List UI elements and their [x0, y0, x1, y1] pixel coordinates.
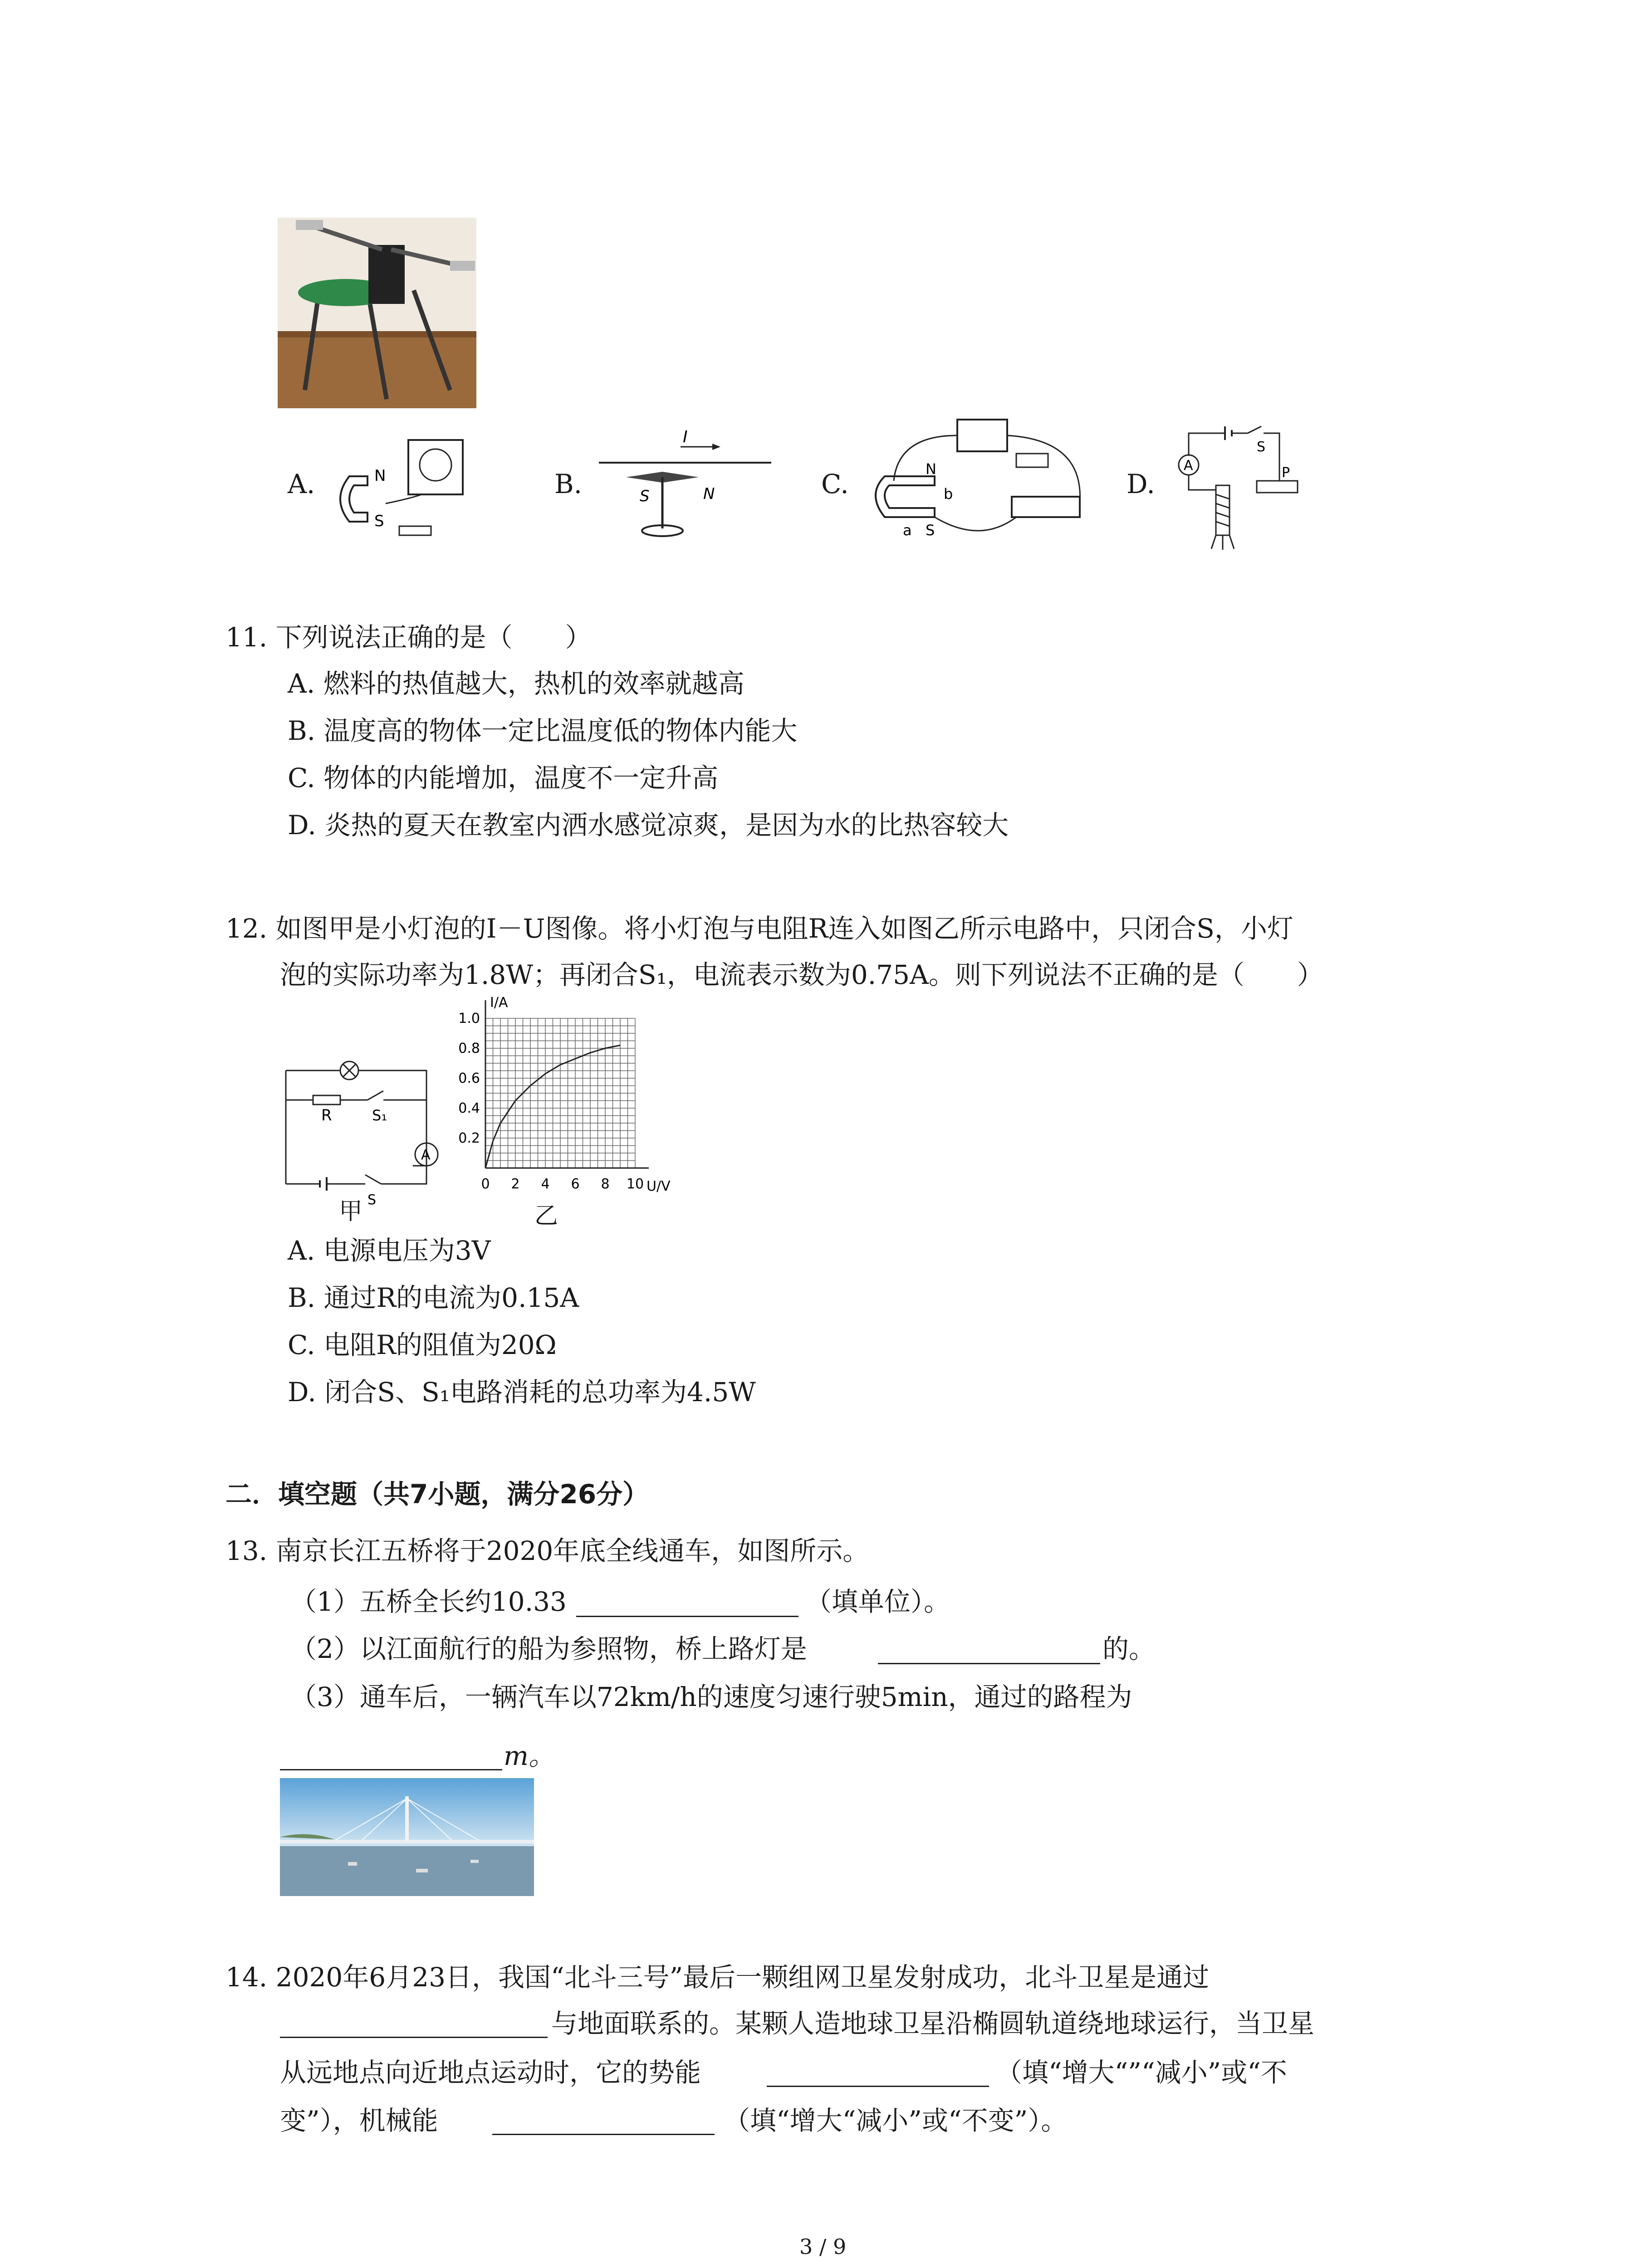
chart-x-tick-label: 6 — [571, 1176, 580, 1192]
q11-option-b: B. 温度高的物体一定比温度低的物体内能大 — [288, 715, 798, 746]
q14-blank-3[interactable] — [492, 2134, 715, 2135]
q14-line3-suffix: （填“增大“”“减小”或“不 — [996, 2057, 1287, 2088]
q10-d-ammeter-label: A — [1184, 458, 1193, 474]
q14-blank-1[interactable] — [280, 2037, 548, 2038]
q10-c-label-b: b — [944, 485, 953, 503]
exercise-machine-photo — [278, 218, 476, 408]
q11-stem: 11. 下列说法正确的是（ ） — [225, 622, 592, 653]
q10-a-pole-n: N — [374, 467, 386, 485]
q13-part2-suffix: 的。 — [1102, 1633, 1156, 1664]
q13-part2-prefix: （2）以江面航行的船为参照物，桥上路灯是 — [290, 1633, 807, 1664]
q14-line1: 14. 2020年6月23日，我国“北斗三号”最后一颗组网卫星发射成功，北斗卫星是通过 — [225, 1962, 1210, 1993]
q10-option-a-figure — [331, 431, 467, 544]
q13-part3-blank[interactable] — [280, 1769, 502, 1770]
q14-line4-prefix: 变”），机械能 — [280, 2105, 438, 2136]
q10-option-c-label: C. — [821, 469, 849, 499]
chart-x-axis-label: U/V — [647, 1178, 671, 1194]
q10-d-slider-label: P — [1282, 465, 1290, 481]
q10-d-switch-label: S — [1257, 439, 1266, 455]
q12-option-c: C. 电阻R的阻值为20Ω — [288, 1330, 557, 1360]
q12-ammeter-label: A — [421, 1147, 431, 1163]
q10-c-label-n: N — [926, 460, 936, 478]
q11-option-c: C. 物体的内能增加，温度不一定升高 — [288, 763, 719, 793]
q12-option-d: D. 闭合S、S₁电路消耗的总功率为4.5W — [288, 1377, 756, 1408]
q13-part3: （3）通车后，一辆汽车以72km/h的速度匀速行驶5min，通过的路程为 — [290, 1681, 1132, 1712]
q10-c-label-a: a — [903, 522, 912, 539]
q11-option-d: D. 炎热的夏天在教室内洒水感觉凉爽，是因为水的比热容较大 — [288, 810, 1009, 841]
q10-option-b-figure — [599, 426, 771, 544]
q10-b-pole-n: N — [703, 485, 715, 503]
chart-x-tick-label: 10 — [626, 1176, 644, 1192]
chart-x-tick-label: 2 — [511, 1176, 520, 1192]
q12-stem-line1: 12. 如图甲是小灯泡的I－U图像。将小灯泡与电阻R连入如图乙所示电路中，只闭合S，小灯 — [225, 913, 1293, 944]
page-number: 3 / 9 — [799, 2234, 847, 2259]
q14-line3-prefix: 从远地点向近地点运动时，它的势能 — [280, 2057, 701, 2088]
chart-x-tick-label: 0 — [481, 1176, 490, 1192]
q10-c-label-s: S — [926, 522, 935, 539]
chart-y-tick-label: 0.6 — [458, 1070, 480, 1086]
q14-line4-suffix: （填“增大“减小”或“不变”）。 — [724, 2105, 1068, 2136]
bridge-photo — [280, 1778, 534, 1896]
q12-switch-s-label: S — [367, 1192, 377, 1208]
q12-switch-s1-label: S₁ — [372, 1107, 387, 1124]
q12-iu-chart — [436, 996, 671, 1209]
q13-part2-blank[interactable] — [878, 1663, 1100, 1664]
q13-part1-blank[interactable] — [576, 1616, 798, 1617]
q13-part3-unit: m。 — [504, 1740, 555, 1771]
q13-stem: 13. 南京长江五桥将于2020年底全线通车，如图所示。 — [225, 1535, 869, 1566]
chart-y-axis-label: I/A — [490, 996, 508, 1011]
q10-option-c-figure — [867, 413, 1102, 549]
q12-option-b: B. 通过R的电流为0.15A — [288, 1282, 579, 1313]
chart-x-tick-label: 8 — [601, 1176, 610, 1192]
q10-option-a-label: A. — [288, 469, 315, 499]
chart-y-tick-label: 1.0 — [458, 1011, 480, 1026]
q12-fig-label-jia: 甲 — [339, 1198, 363, 1225]
q10-a-pole-s: S — [374, 512, 384, 530]
q12-option-a: A. 电源电压为3V — [288, 1235, 491, 1266]
chart-y-tick-label: 0.8 — [458, 1041, 480, 1056]
q12-stem-line2: 泡的实际功率为1.8W；再闭合S₁，电流表示数为0.75A。则下列说法不正确的是（ ） — [280, 959, 1323, 990]
q14-line2: 与地面联系的。某颗人造地球卫星沿椭圆轨道绕地球运行，当卫星 — [551, 2008, 1315, 2039]
q13-part1-suffix: （填单位）。 — [805, 1586, 950, 1617]
q10-option-d-label: D. — [1127, 469, 1155, 499]
chart-y-tick-label: 0.2 — [458, 1130, 480, 1146]
q12-fig-label-yi: 乙 — [534, 1202, 558, 1230]
chart-y-tick-label: 0.4 — [458, 1100, 480, 1116]
q10-b-pole-s: S — [640, 487, 650, 505]
q11-option-a: A. 燃料的热值越大，热机的效率就越高 — [288, 668, 745, 699]
q10-option-d-figure — [1171, 422, 1307, 553]
q10-b-current-label: I — [683, 428, 688, 446]
q12-resistor-label: R — [321, 1106, 332, 1124]
section-2-heading: 二．填空题（共7小题，满分26分） — [225, 1479, 649, 1510]
q13-part1-prefix: （1）五桥全长约10.33 — [290, 1586, 567, 1617]
q14-blank-2[interactable] — [767, 2086, 989, 2087]
chart-x-tick-label: 4 — [541, 1176, 550, 1192]
q10-option-b-label: B. — [554, 469, 583, 499]
